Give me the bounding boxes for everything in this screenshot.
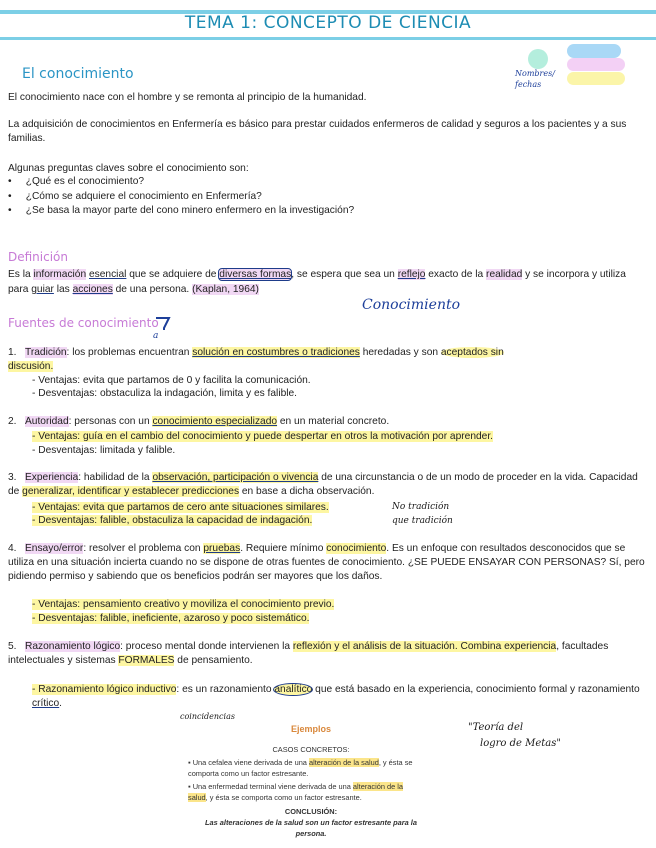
intro-paragraph-1: El conocimiento nace con el hombre y se remonta al principio de la humanidad. [8, 92, 367, 103]
conclusion-label: CONCLUSIÓN: [284, 807, 338, 816]
handwritten-coincidencias: coincidencias [180, 712, 235, 721]
title-underline [0, 37, 656, 40]
intro-paragraph-3: Algunas preguntas claves sobre el conocimiento son: [8, 163, 249, 174]
conclusion-text: Las alteraciones de la salud son un factor estresante para la persona. [205, 818, 417, 838]
handwritten-no-tradicion: No tradición [392, 502, 450, 512]
section-heading-definicion: Definición [8, 250, 68, 264]
fuente-experiencia: 3. Experiencia: habilidad de la observación, participación o vivencia de una circunstancia o de un modo de proceder en la vida. Capacidad de generalizar, identificar y establecer predicciones en base a dicha observación. [8, 472, 638, 497]
funnel-note: a [153, 331, 159, 341]
ejemplos-title: Ejemplos [290, 724, 331, 734]
legend-pill-pink [567, 58, 625, 71]
razonamiento-inductivo: - Razonamiento lógico inductivo: es un razonamiento analítico que está basado en la experiencia, conocimiento formal y razonamiento crítico. [32, 684, 640, 709]
page-title: TEMA 1: CONCEPTO DE CIENCIA [184, 13, 472, 33]
ejemplos-subtitle: CASOS CONCRETOS: [272, 745, 350, 754]
list-item: • ¿Qué es el conocimiento? [8, 176, 145, 187]
legend-dot [528, 49, 548, 69]
handwritten-teoria: "Teoría del logro de Metas" [468, 722, 561, 749]
fuente-razonamiento: 5. Razonamiento lógico: proceso mental donde intervienen la reflexión y el análisis de la situación. Combina experiencia, facultades intelectuales y sistemas FORMALES de pensamiento. [8, 641, 609, 666]
intro-paragraph-2: La adquisición de conocimientos en Enfermería es básico para prestar cuidados enfermeros de calidad y seguros a los pacientes y a sus familias. [8, 119, 627, 144]
tradicion-ventajas: - Ventajas: evita que partamos de 0 y facilita la comunicación. [32, 375, 311, 386]
ensayo-desventajas: - Desventajas: falible, ineficiente, azaroso y poco sistemático. [32, 613, 310, 624]
legend-pill-yellow [567, 72, 625, 85]
tradicion-desventajas: - Desventajas: obstaculiza la indagación, limita y es falible. [32, 388, 298, 399]
experiencia-desventajas: - Desventajas: falible, obstaculiza la capacidad de indagación. [32, 515, 313, 526]
ensayo-ventajas: - Ventajas: pensamiento creativo y moviliza el conocimiento previo. [32, 599, 335, 610]
section-heading-conocimiento: El conocimiento [22, 66, 134, 82]
fuente-tradicion: 1. Tradición: los problemas encuentran solución en costumbres o tradiciones heredadas y son aceptados sin discusión. [8, 347, 504, 372]
ejemplo-1: ▪ Una cefalea viene derivada de una alteración de la salud, y ésta se comporta como un factor estresante. [188, 758, 413, 778]
experiencia-ventajas: - Ventajas: evita que partamos de cero ante situaciones similares. [32, 502, 329, 513]
handwritten-conocimiento: Conocimiento [362, 297, 461, 313]
autoridad-ventajas: - Ventajas: guía en el cambio del conocimiento y puede despertar en otros la motivación por aprender. [32, 431, 493, 442]
fuente-autoridad: 2. Autoridad: personas con un conocimiento especializado en un material concreto. [8, 416, 390, 427]
list-item: • ¿Cómo se adquiere el conocimiento en Enfermería? [8, 190, 262, 202]
definition-paragraph: Es la información esencial que se adquiere de diversas formas, se espera que sea un reflejo exacto de la realidad y se incorpora y utiliza para guiar las acciones de una persona. (Kaplan, 1964) [8, 269, 626, 295]
legend-pill-blue [567, 44, 621, 58]
question-list [8, 175, 354, 219]
section-heading-fuentes: Fuentes de conocimiento [8, 316, 159, 330]
legend-note: Nombres/ fechas [515, 69, 555, 89]
ejemplo-2: ▪ Una enfermedad terminal viene derivada de una alteración de la salud, y ésta se comporta como un factor estresante. [188, 782, 404, 802]
list-item: • ¿Se basa la mayor parte del cono minero enfermero en la investigación? [8, 205, 355, 216]
handwritten-que-tradicion: que tradición [392, 516, 453, 526]
autoridad-desventajas: - Desventajas: limitada y falible. [32, 445, 176, 456]
fuente-ensayo-error: 4. Ensayo/error: resolver el problema con pruebas. Requiere mínimo conocimiento. Es un enfoque con resultados desconocidos que se utiliza en una situación incierta cuando no se dispone de otras fuentes de conocimiento. ¿SE PUEDE ENSAYAR CON PERSONAS? Sí, pero pidiendo permiso y sabiendo que os beneficios podrán ser mayores que los daños. [8, 543, 645, 582]
